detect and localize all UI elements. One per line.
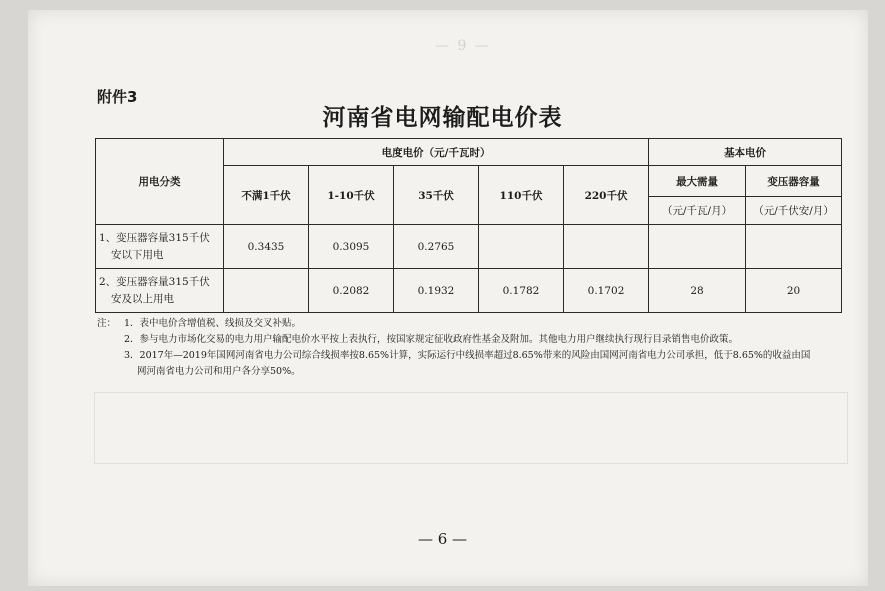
max-demand-unit: （元/千瓦/月） xyxy=(649,197,746,225)
price-cell: 0.1702 xyxy=(564,269,649,313)
row-category xyxy=(96,225,224,269)
row-category-line: 安及以上用电 xyxy=(111,292,174,305)
tariff-table xyxy=(95,138,842,313)
price-cell: 0.1782 xyxy=(479,269,564,313)
energy-price-header: 电度电价（元/千瓦时） xyxy=(224,139,649,166)
voltage-header-5: 220千伏 xyxy=(564,166,649,225)
max-demand-cell xyxy=(649,225,746,269)
note-item xyxy=(97,348,817,380)
note-text: 1．表中电价含增值税、线损及交叉补贴。 xyxy=(124,318,302,329)
notes-prefix: 注： xyxy=(97,318,117,329)
max-demand-cell: 28 xyxy=(649,269,746,313)
header-row-1 xyxy=(96,139,842,166)
table-row xyxy=(96,225,842,269)
page-number: — 6 — xyxy=(417,530,468,548)
row-category-line: 2、变压器容量315千伏 xyxy=(99,275,210,288)
notes xyxy=(97,316,817,380)
max-demand-header: 最大需量 xyxy=(649,166,746,197)
bleed-through-table xyxy=(94,392,848,464)
note-item xyxy=(97,316,817,332)
note-text: 3．2017年—2019年国网河南省电力公司综合线损率按8.65%计算，实际运行中线损率超过8.65%带来的风险由国网河南省电力公司承担，低于8.65%的收益由国网河南省电力公司和用户各分享50%。 xyxy=(124,350,811,377)
voltage-header-1: 不满1千伏 xyxy=(224,166,309,225)
table-row xyxy=(96,269,842,313)
bleed-through-title xyxy=(330,466,352,497)
transformer-capacity-unit: （元/千伏安/月） xyxy=(746,197,842,225)
row-category-line: 安以下用电 xyxy=(111,248,164,261)
bleed-through-page-mark: — 9 — xyxy=(435,38,491,54)
price-cell xyxy=(479,225,564,269)
voltage-header-3: 35千伏 xyxy=(394,166,479,225)
price-cell: 0.1932 xyxy=(394,269,479,313)
attachment-label: 附件3 xyxy=(97,88,138,106)
transformer-capacity-cell: 20 xyxy=(746,269,842,313)
category-header: 用电分类 xyxy=(96,139,224,225)
note-item xyxy=(97,332,817,348)
price-cell xyxy=(564,225,649,269)
transformer-capacity-header: 变压器容量 xyxy=(746,166,842,197)
price-cell: 0.2082 xyxy=(309,269,394,313)
price-cell: 0.3435 xyxy=(224,225,309,269)
row-category-line: 1、变压器容量315千伏 xyxy=(99,231,210,244)
note-text: 2．参与电力市场化交易的电力用户输配电价水平按上表执行，按国家规定征收政府性基金及附加。其他电力用户继续执行现行目录销售电价政策。 xyxy=(124,334,739,345)
price-cell: 0.2765 xyxy=(394,225,479,269)
row-category xyxy=(96,269,224,313)
voltage-header-4: 110千伏 xyxy=(479,166,564,225)
document-title: 河南省电网输配电价表 xyxy=(322,104,563,131)
price-cell xyxy=(224,269,309,313)
price-cell: 0.3095 xyxy=(309,225,394,269)
voltage-header-2: 1-10千伏 xyxy=(309,166,394,225)
basic-price-header: 基本电价 xyxy=(649,139,842,166)
transformer-capacity-cell xyxy=(746,225,842,269)
